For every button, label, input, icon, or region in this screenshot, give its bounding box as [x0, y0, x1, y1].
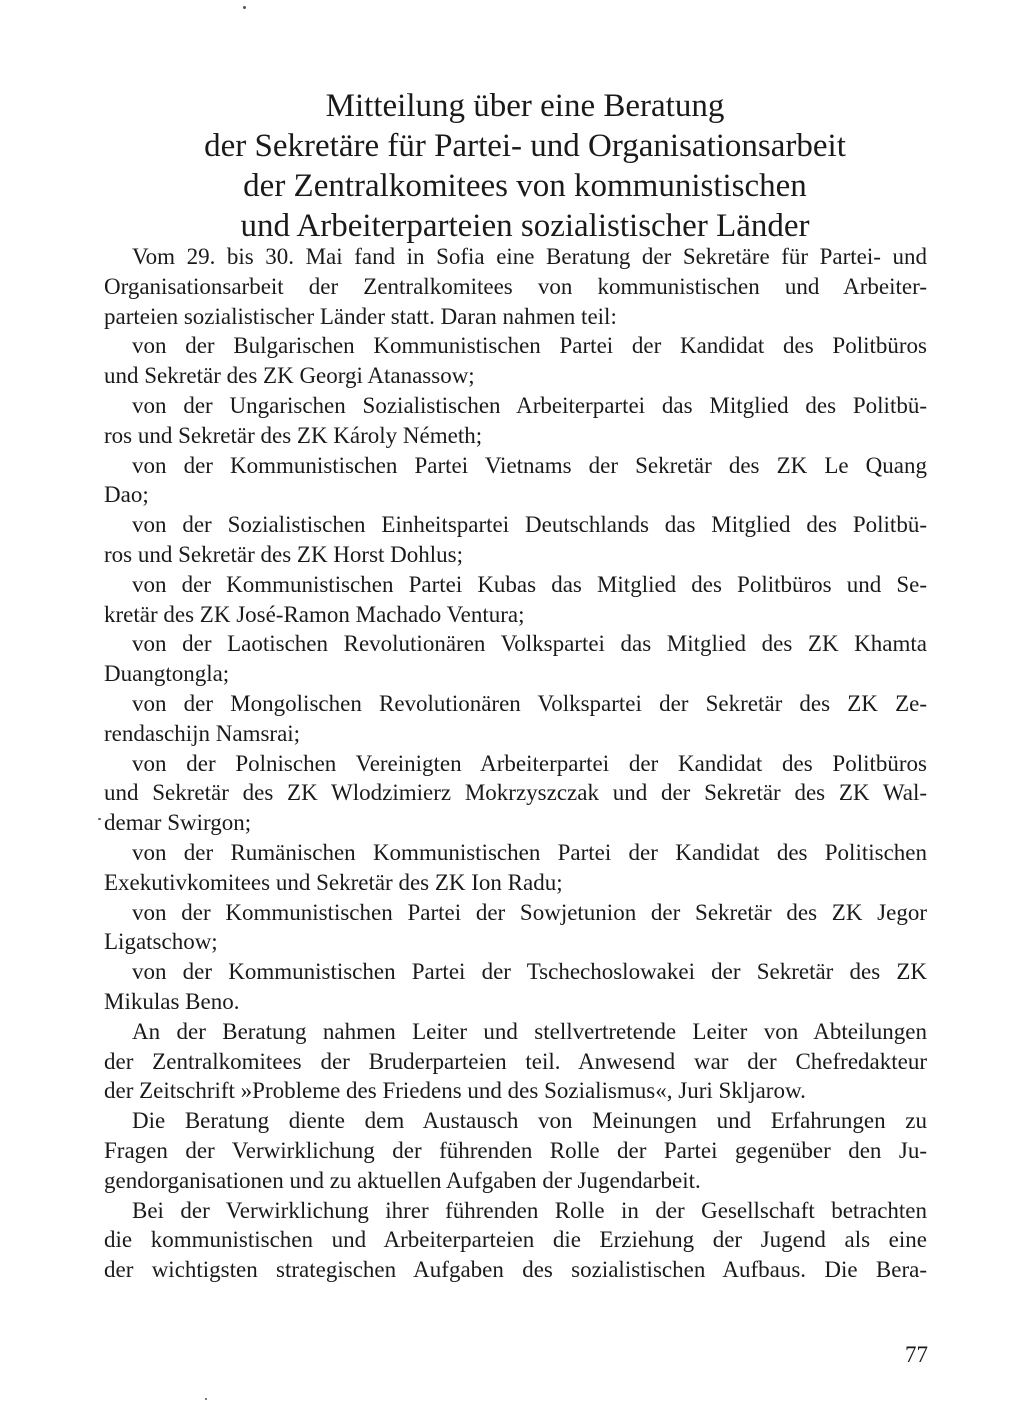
text-line: Die Beratung diente dem Austausch von Meinungen und Erfahrungen zu [132, 1108, 927, 1134]
text-line: von der Kommunistischen Partei der Sowjetunion der Sekretär des ZK Jegor [132, 899, 927, 925]
text-line: ros und Sekretär des ZK Horst Dohlus; [104, 541, 464, 567]
title-line: und Arbeiterparteien sozialistischer Länder [240, 208, 810, 244]
text-line: von der Kommunistischen Partei der Tschechoslowakei der Sekretär des ZK [132, 959, 927, 985]
text-line: Organisationsarbeit der Zentralkomitees von kommunistischen und Arbeiter- [104, 273, 927, 299]
text-line: der Zeitschrift »Probleme des Friedens und des Sozialismus«, Juri Skljarow. [104, 1078, 806, 1104]
text-line: der Zentralkomitees der Bruderparteien teil. Anwesend war der Chefredakteur [104, 1048, 927, 1074]
page-number: 77 [905, 1342, 928, 1367]
text-line: Dao; [104, 482, 149, 508]
text-line: demar Swirgon; [104, 810, 252, 836]
text-line: kretär des ZK José-Ramon Machado Ventura; [104, 601, 525, 627]
text-line: die kommunistischen und Arbeiterparteien die Erziehung der Jugend als eine [104, 1227, 927, 1253]
text-line: gendorganisationen und zu aktuellen Aufgaben der Jugendarbeit. [104, 1167, 701, 1193]
text-line: Exekutivkomitees und Sekretär des ZK Ion Radu; [104, 869, 563, 895]
text-line: von der Rumänischen Kommunistischen Partei der Kandidat des Politischen [132, 839, 927, 865]
text-line: von der Kommunistischen Partei Vietnams der Sekretär des ZK Le Quang [132, 452, 927, 478]
title-line: der Sekretäre für Partei- und Organisationsarbeit [204, 128, 846, 164]
text-line: parteien sozialistischer Länder statt. Daran nahmen teil: [104, 303, 617, 329]
text-line: Vom 29. bis 30. Mai fand in Sofia eine Beratung der Sekretäre für Partei- und [132, 244, 927, 269]
text-line: von der Ungarischen Sozialistischen Arbeiterpartei das Mitglied des Politbü- [132, 392, 927, 418]
text-line: von der Sozialistischen Einheitspartei Deutschlands das Mitglied des Politbü- [132, 512, 927, 538]
document-body [104, 242, 927, 1285]
text-line: der wichtigsten strategischen Aufgaben des sozialistischen Aufbaus. Die Bera- [104, 1257, 927, 1283]
title-line: Mitteilung über eine Beratung [325, 88, 725, 124]
text-line: von der Kommunistischen Partei Kubas das Mitglied des Politbüros und Se- [132, 571, 927, 597]
text-line: und Sekretär des ZK Georgi Atanassow; [104, 363, 475, 389]
text-line: und Sekretär des ZK Wlodzimierz Mokrzyszczak und der Sekretär des ZK Wal- [104, 780, 927, 806]
text-line: von der Laotischen Revolutionären Volkspartei das Mitglied des ZK Khamta [132, 631, 927, 657]
text-line: ros und Sekretär des ZK Károly Németh; [104, 422, 483, 448]
text-line: Mikulas Beno. [104, 988, 240, 1014]
scan-speck-top [243, 6, 246, 9]
document-title [100, 86, 950, 246]
text-line: Fragen der Verwirklichung der führenden Rolle der Partei gegenüber den Ju- [104, 1137, 927, 1163]
text-line: Duangtongla; [104, 661, 230, 687]
title-line: der Zentralkomitees von kommunistischen [243, 168, 807, 204]
text-line: Bei der Verwirklichung ihrer führenden Rolle in der Gesellschaft betrachten [132, 1197, 927, 1223]
text-line: von der Polnischen Vereinigten Arbeiterpartei der Kandidat des Politbüros [132, 750, 927, 776]
text-line: Ligatschow; [104, 929, 218, 955]
scan-speck-left [98, 818, 101, 820]
text-line: An der Beratung nahmen Leiter und stellvertretende Leiter von Abteilungen [132, 1018, 927, 1044]
text-line: von der Mongolischen Revolutionären Volkspartei der Sekretär des ZK Ze- [132, 690, 927, 716]
scan-speck-bottom [205, 1398, 207, 1400]
text-line: von der Bulgarischen Kommunistischen Partei der Kandidat des Politbüros [132, 333, 927, 359]
text-line: rendaschijn Namsrai; [104, 720, 301, 746]
